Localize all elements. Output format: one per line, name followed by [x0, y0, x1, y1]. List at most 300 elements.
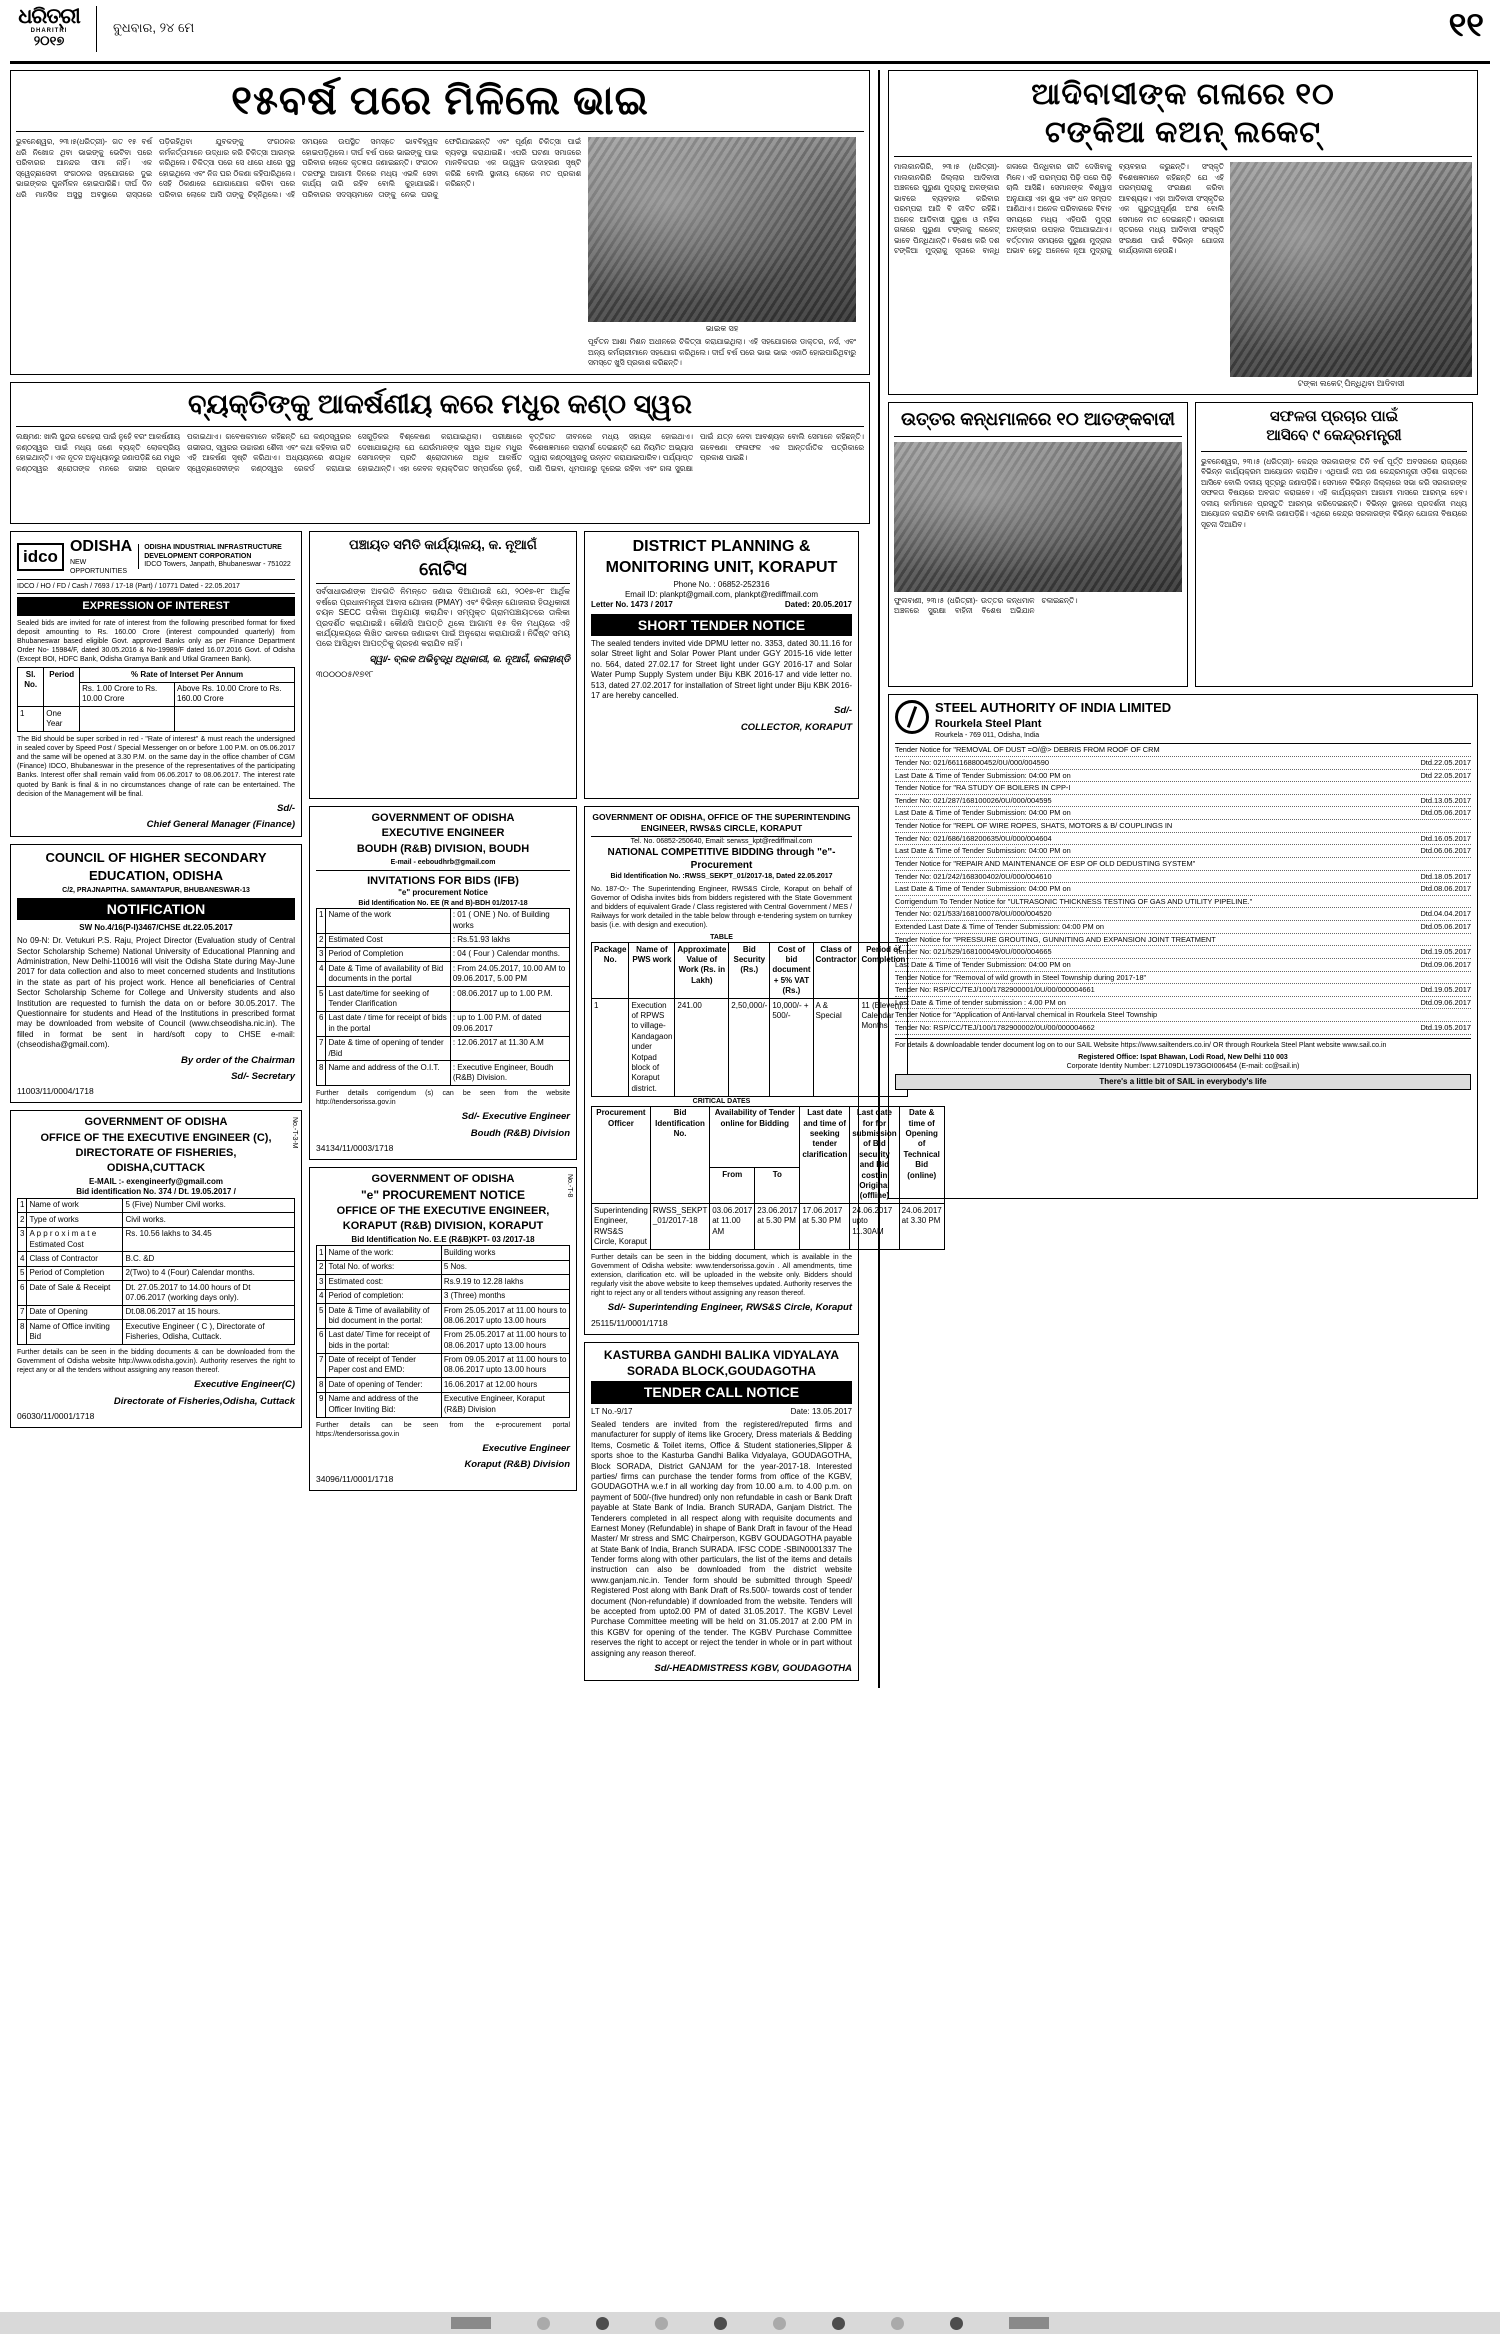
sail-footer-note: For details & downloadable tender document log on to our SAIL Website https://www.sailtenders.co.in/ OR through Rourkela Steel Plant website www.sail.co.in — [895, 1038, 1471, 1050]
boudh-r2-c3: : Rs.51.93 lakhs — [450, 933, 569, 947]
tender-text: Tender No: 021/242/168300402/0U/000/004610 — [895, 871, 1052, 881]
fisheries-title-3: DIRECTORATE OF FISHERIES, — [75, 1146, 237, 1159]
panchayat-sign: ସ୍ୱା/- ବ୍ଲକ ଅଭିବୃଦ୍ଧି ଅଧିକାରୀ, କ. ନୂଆଗଁ, କଳାହାଣ୍ଡି — [369, 653, 570, 665]
boudh-title-3: BOUDH (R&B) DIVISION, BOUDH — [356, 842, 530, 855]
tender-text: Tender Notice for "RA STUDY OF BOILERS IN CPP-I — [895, 783, 1071, 793]
tender-date: Dtd.22.05.2017 — [1420, 757, 1471, 767]
idco-banner: EXPRESSION OF INTEREST — [17, 597, 295, 615]
idco-sign-1: Sd/- — [277, 802, 295, 814]
krb-r7-c1: 7 — [317, 1353, 326, 1378]
fish-r8-c1: 8 — [18, 1320, 27, 1345]
fish-r7-c1: 7 — [18, 1305, 27, 1319]
koraput-rb-title-1: GOVERNMENT OF ODISHA — [371, 1173, 515, 1186]
tender-date: Dtd.06.06.2017 — [1420, 846, 1471, 856]
idco-td-blank-2 — [175, 707, 295, 732]
tender-line — [895, 1022, 1471, 1035]
reg-dot — [891, 2317, 904, 2330]
panchayat-title-2: ନୋଟିସ — [419, 558, 467, 579]
kgbv-body: Sealed tenders are invited from the registered/reputed firms and manufacturer for supply of items like Grocery, Dress materials & Bedding Items, Cosmetic & Toilet items, Office & Student stationeries,Slipper & sports shoe to the Kasturba Gandhi Balika Vidyalaya, GOUDAGOTHA, Block SORADA, District GANJAM for the year-2017-18. Interested parties/ firms can purchase the tender forms from office of the KGBV, GOUDAGOTHA w.e.f in all working day from 10.00 a.m. to 4.00 p.m. on payment of 500/-(five hundred) only non refundable in cash or Bank Draft payable at State Bank of India. Branch SURADA, Ganjam District. The Tenderers completed in all respect along with requisite documents and Earnest Money (Refundable) in shape of Bank Draft in favour of the Head Master/ Mr stress and SMC Chairperson, KGBV GOUDAGOTHA payable at State Bank of India, Branch SURADA. IFSC CODE -SBIN0001337 The Tender forms along with other particulars, the list of the items and details instruction can also be downloaded from the district website www.ganjam.nic.in. Tender form should be submitted through Speed/ Registered Post along with Bank Draft of Rs.500/- towards cost of tender document (Non-refundable) if downloaded from the website. Tenders will be accepted from upto2.00 PM of dated 31.05.2017. The KGBV Level Purchase Committee meeting will be held on 31.05.2017 at 2.00 PM in this KGBV for opening of the tender. The KGBV Purchase Committee reserves the right to accept or reject the tender in whole or in part without assigning any reason thereof. — [591, 1420, 852, 1658]
sail-registered-office: Registered Office: Ispat Bhawan, Lodi Road, New Delhi 110 003 — [1078, 1053, 1288, 1061]
fish-r5-c3: 2(Two) to 4 (Four) Calendar months. — [123, 1266, 295, 1280]
tender-line — [895, 845, 1471, 858]
reg-dot — [655, 2317, 668, 2330]
rwss-th-3: Bid Security (Rs.) — [729, 943, 770, 999]
panchayat-ref-no: ୩୦୦୦୦୫/୧୭୧୮ — [316, 669, 374, 680]
boudh-table — [316, 908, 570, 1086]
fisheries-sign-1: Executive Engineer(C) — [194, 1379, 295, 1391]
koraput-rb-sign-1: Executive Engineer — [482, 1442, 570, 1454]
tender-line — [895, 921, 1471, 934]
koraput-rb-ad — [309, 1167, 577, 1491]
tribal-photo-caption: ଟଙ୍କା ଲକେଟ୍ ପିନ୍ଧିଥିବା ଆଦିବାସୀ — [1297, 379, 1405, 388]
koraput-rb-sign-2: Koraput (R&B) Division — [464, 1459, 570, 1471]
krb-r5-c1: 5 — [317, 1304, 326, 1329]
fish-r3-c1: 3 — [18, 1227, 27, 1252]
krb-r3-c1: 3 — [317, 1275, 326, 1289]
boudh-r6-c3: : up to 1.00 P.M. of dated 09.06.2017 — [450, 1011, 569, 1036]
rwss-ch-from: From — [710, 1168, 755, 1204]
idco-mark: idco — [17, 543, 64, 571]
tender-line — [895, 934, 1471, 947]
chse-title-2: EDUCATION, ODISHA — [88, 868, 224, 884]
krb-r9-c3: Executive Engineer, Koraput (R&B) Division — [441, 1392, 569, 1417]
sambalpur-body: ଭୁବନେଶ୍ୱର, ୨୩।୫ (ଧରିତ୍ରୀ)- କେନ୍ଦ୍ର ସରକାରଙ୍କ ତିନି ବର୍ଷ ପୂର୍ତ୍ତି ଅବସରରେ ରାଜ୍ୟରେ ବିଭିନ୍ନ କାର୍ଯ୍ୟକ୍ରମ ଆୟୋଜନ କରାଯିବ। ଏଥିପାଇଁ ନଅ ଜଣ କେନ୍ଦ୍ରମନ୍ତ୍ରୀ ଓଡ଼ିଶା ଗସ୍ତରେ ଆସିବେ ବୋଲି ଦଳୀୟ ସୂତ୍ରରୁ ଜଣାପଡ଼ିଛି। ସେମାନେ ବିଭିନ୍ନ ଜିଲ୍ଲାରେ ସଭା କରି ସରକାରଙ୍କ ସଫଳତା ବିଷୟରେ ଅବଗତ କରାଇବେ। ଏହି କାର୍ଯ୍ୟକ୍ରମ ଆଗାମୀ ମାସରେ ଆରମ୍ଭ ହେବ। ଦଳୀୟ କର୍ମୀମାନେ ପ୍ରସ୍ତୁତି ଆରମ୍ଭ କରିଦେଇଛନ୍ତି। ବିଭିନ୍ନ ସ୍ଥାନରେ ପ୍ରଦର୍ଶନୀ ମଧ୍ୟ ଆୟୋଜନ କରାଯିବ ବୋଲି ଜଣାପଡ଼ିଛି। ଏଥିରେ କେନ୍ଦ୍ର ସରକାରଙ୍କ ବିଭିନ୍ନ ଯୋଜନା ବିଷୟରେ ସୂଚନା ଦିଆଯିବ। — [1201, 456, 1467, 529]
idco-td-period: One Year — [44, 707, 80, 732]
tender-line — [895, 833, 1471, 846]
koraput-rb-side-no: No.-T-8 — [566, 1174, 573, 1198]
lead-headline: ୧୫ବର୍ଷ ପରେ ମିଳିଲେ ଭାଇ — [231, 79, 649, 123]
idco-org: ODISHA — [69, 538, 133, 556]
boudh-r8-c3: : Executive Engineer, Boudh (R&B) Division. — [450, 1061, 569, 1086]
panchayat-notice-ad — [309, 531, 577, 799]
krb-r6-c2: Last date/ Time for receipt of bids in the portal: — [326, 1328, 441, 1353]
tender-text: Tender No: RSP/CC/TEJ/100/1782900002/0U/00/000004662 — [895, 1023, 1095, 1033]
boudh-r5-c2: Last date/time for seeking of Tender Clarification — [326, 987, 450, 1012]
boudh-r8-c1: 8 — [317, 1061, 326, 1086]
sail-title-2: Rourkela Steel Plant — [935, 717, 1042, 730]
rwss-critical-caption: CRITICAL DATES — [692, 1097, 751, 1105]
dpmu-letter-no: Letter No. 1473 / 2017 — [591, 600, 673, 610]
tender-text: Tender Notice for "REPAIR AND MAINTENANCE OF ESP OF OLD DEDUSTING SYSTEM" — [895, 858, 1196, 868]
tender-line — [895, 770, 1471, 783]
rwss-ch-0: Procurement Officer — [592, 1106, 651, 1204]
tender-line — [895, 858, 1471, 871]
rwss-cr-6: 24.06.2017 at 3.30 PM — [899, 1204, 944, 1250]
chse-address: C/2, PRAJNAPITHA. SAMANTAPUR, BHUBANESWAR-13 — [62, 886, 250, 894]
tender-date: Dtd.08.06.2017 — [1420, 884, 1471, 894]
tender-text: Last Date & Time of tender submission : 4.00 PM on — [895, 997, 1066, 1007]
rwss-cr-0: Superintending Engineer, RWS&S Circle, Koraput — [592, 1204, 651, 1250]
dpmu-sign-2: COLLECTOR, KORAPUT — [740, 721, 852, 733]
krb-r2-c1: 2 — [317, 1260, 326, 1274]
sambalpur-story — [1195, 402, 1473, 687]
dpmu-title-1: DISTRICT PLANNING & — [632, 538, 811, 556]
boudh-title-2: EXECUTIVE ENGINEER — [381, 827, 505, 840]
boudh-r7-c2: Date & time of opening of tender /Bid — [326, 1036, 450, 1061]
panchayat-body: ସର୍ବସାଧାରଣଙ୍କ ଅବଗତି ନିମନ୍ତେ ଜଣାଇ ଦିଆଯାଉଛି ଯେ, ୨୦୧୭-୧୮ ଆର୍ଥିକ ବର୍ଷରେ ପ୍ରଧାନମନ୍ତ୍ରୀ ଆବାସ ଯୋଜନା (PMAY) ଏବଂ ବିଭିନ୍ନ ଯୋଜନାର ହିତାଧିକାରୀ ଚୟନ SECC ତାଲିକା ଅନୁଯାୟୀ କରାଯିବ। ସମ୍ପୃକ୍ତ ଗ୍ରାମପଞ୍ଚାୟତରେ ତାଲିକା ପ୍ରଦର୍ଶିତ କରାଯାଇଛି। କୌଣସି ଆପତ୍ତି ଥିଲେ ଆଗାମୀ ୧୫ ଦିନ ମଧ୍ୟରେ ଏହି କାର୍ଯ୍ୟାଳୟରେ ଲିଖିତ ଭାବରେ ଜଣାଇବା ପାଇଁ ଅନୁରୋଧ କରାଯାଉଛି। ନିର୍ଦ୍ଦିଷ୍ଟ ସମୟ ପରେ ଆସିଥିବା ଆପତ୍ତିକୁ ଗ୍ରହଣ କରାଯିବ ନାହିଁ। — [316, 587, 570, 649]
chse-sw-no: SW No.4/16(P-I)3467/CHSE dt.22.05.2017 — [79, 922, 233, 932]
fish-r1-c2: Name of work — [27, 1198, 123, 1212]
tender-line — [895, 883, 1471, 896]
tender-text: Last Date & Time of Tender Submission: 04:00 PM on — [895, 808, 1071, 818]
boudh-r7-c3: : 12.06.2017 at 11.30 A.M — [450, 1036, 569, 1061]
rwss-td-2: 241.00 — [675, 999, 729, 1097]
fish-r7-c3: Dt.08.06.2017 at 15 hours. — [123, 1305, 295, 1319]
krb-r5-c2: Date & Time of availability of bid document in the portal: — [326, 1304, 441, 1329]
fish-r7-c2: Date of Opening — [27, 1305, 123, 1319]
krb-r8-c1: 8 — [317, 1378, 326, 1392]
reg-bar — [1009, 2317, 1049, 2329]
fish-r4-c2: Class of Contractor — [27, 1252, 123, 1266]
sambalpur-headline-2: ଆସିବେ ୯ କେନ୍ଦ୍ରମନ୍ତ୍ରୀ — [1266, 426, 1402, 444]
krb-r1-c1: 1 — [317, 1246, 326, 1260]
tribal-headline-1: ଆଦିବାସୀଙ୍କ ଗଳାରେ ୧୦ — [1031, 78, 1335, 111]
tender-line — [895, 984, 1471, 997]
boudh-ref-no: 34134/11/0003/1718 — [316, 1143, 394, 1154]
rwss-cr-2: 03.06.2017 at 11.00 AM — [710, 1204, 755, 1250]
sail-logo-icon — [895, 700, 929, 734]
chse-sign-2: Sd/- Secretary — [231, 1070, 295, 1082]
registration-marks — [0, 2312, 1500, 2334]
dpmu-body: The sealed tenders invited vide DPMU letter no. 3353, dated 30.11.16 for solar Street light and Solar Power Plant under GGY 2015-16 vide letter no. 564, dated 27.02.17 for Street light under GGY 2016-17 and Solar Water Pump Supply System under Biju KBK 2016-17 and vide letter no. 513, dated 27.02.2017 for installation of Street light under Biju KBK 2016-17 are hereby cancelled. — [591, 639, 852, 700]
kgbv-lt-no: LT No.-9/17 — [591, 1406, 633, 1416]
sambalpur-headline-1: ସଫଳତା ପ୍ରଚାର ପାଇଁ — [1269, 408, 1399, 425]
fish-r3-c2: A p p r o x i m a t e Estimated Cost — [27, 1227, 123, 1252]
masthead — [10, 6, 1490, 64]
rwss-note: Further details can be seen in the bidding document, which is available in the Government of Odisha website: www.tendersorissa.gov.in . All amendments, time extension, clarification etc. will be uploaded in the website only. Bidders should regularly visit the above website to keep themselves updated. Authority reserves the right to reject any or all tenders without assigning any reason thereof. — [591, 1253, 852, 1298]
fish-r8-c2: Name of Office inviting Bid — [27, 1320, 123, 1345]
tender-date: Dtd.16.05.2017 — [1420, 833, 1471, 843]
krb-r9-c1: 9 — [317, 1392, 326, 1417]
rwss-ch-to: To — [755, 1168, 800, 1204]
boudh-r5-c1: 5 — [317, 987, 326, 1012]
fish-r2-c1: 2 — [18, 1213, 27, 1227]
krb-r1-c2: Name of the work: — [326, 1246, 441, 1260]
fish-r8-c3: Executive Engineer ( C ), Directorate of Fisheries, Odisha, Cuttack. — [123, 1320, 295, 1345]
fish-r6-c3: Dt. 27.05.2017 to 14.00 hours of Dt 07.06.2017 (working days only). — [123, 1281, 295, 1306]
right-column — [878, 70, 1478, 1688]
tribal-photo — [1230, 162, 1472, 377]
krb-r7-c2: Date of receipt of Tender Paper cost and EMD: — [326, 1353, 441, 1378]
tender-date: Dtd.09.06.2017 — [1420, 997, 1471, 1007]
krb-r9-c2: Name and address of the Officer Inviting Bid: — [326, 1392, 441, 1417]
rwss-contact: Tel. No. 06852-250640, Email: serwss_kpt@rediffmail.com — [630, 838, 813, 846]
fish-r1-c3: 5 (Five) Number Civil works. — [123, 1198, 295, 1212]
boudh-r4-c1: 4 — [317, 962, 326, 987]
tender-line — [895, 1009, 1471, 1022]
dpmu-banner: SHORT TENDER NOTICE — [591, 614, 852, 636]
voice-body: ଲକ୍ଷ୍ମଣ: ଖାଲି ସୁନ୍ଦର ଚେହେରା ପାଇଁ ନୁହେଁ ବରଂ ଆକର୍ଷଣୀୟ କଣ୍ଠସ୍ୱର ପାଇଁ ମଧ୍ୟ ଜଣେ ବ୍ୟକ୍ତି ଲୋକପ୍ରିୟ ହୋଇଥାନ୍ତି। ଏକ ନୂତନ ଅନୁଧ୍ୟାନରୁ ଜଣାପଡ଼ିଛି ଯେ ମଧୁର କଣ୍ଠସ୍ୱର ଶ୍ରୋତାଙ୍କ ମନରେ ଗଭୀର ପ୍ରଭାବ ପକାଇଥାଏ। ଗବେଷକମାନେ କହିଛନ୍ତି ଯେ କଣ୍ଠସ୍ୱରର ଗଭୀରତା, ସ୍ୱରର ଉଚ୍ଚାରଣ ଶୈଳୀ ଏବଂ କଥା କହିବାର ଗତି ଏହି ଆକର୍ଷଣ ସୃଷ୍ଟି କରିଥାଏ। ଅଧ୍ୟୟନରେ ଶତାଧିକ ସ୍ୱେଚ୍ଛାସେବୀଙ୍କ କଣ୍ଠସ୍ୱର ରେକର୍ଡ କରାଯାଇ ସେଗୁଡ଼ିକର ବିଶ୍ଳେଷଣ କରାଯାଇଥିଲା। ପରୀକ୍ଷାରେ ଦେଖାଯାଇଥିଲା ଯେ ଯେଉଁମାନଙ୍କ ସ୍ୱର ଅଧିକ ମଧୁର ସେମାନଙ୍କ ପ୍ରତି ଶ୍ରୋତାମାନେ ଅଧିକ ଆକର୍ଷିତ ହୋଇଥାନ୍ତି। ଏହା କେବଳ ବ୍ୟକ୍ତିଗତ ସମ୍ପର୍କରେ ନୁହେଁ, ବୃତ୍ତିଗତ ଜୀବନରେ ମଧ୍ୟ ସହାୟକ ହୋଇଥାଏ। ବିଶେଷଜ୍ଞମାନେ ପରାମର୍ଶ ଦେଇଛନ୍ତି ଯେ ନିୟମିତ ଅଭ୍ୟାସ ଦ୍ୱାରା କଣ୍ଠସ୍ୱରକୁ ଉନ୍ନତ କରାଯାଇପାରିବ। ପର୍ଯ୍ୟାପ୍ତ ପାଣି ପିଇବା, ଧୂମପାନରୁ ଦୂରେଇ ରହିବା ଏବଂ ଗଳା ସୁରକ୍ଷା ପାଇଁ ଯତ୍ନ ନେବା ଆବଶ୍ୟକ ବୋଲି ସେମାନେ କହିଛନ୍ତି। ଗବେଷଣା ଫଳାଫଳ ଏକ ଆନ୍ତର୍ଜାତିକ ପତ୍ରିକାରେ ପ୍ରକାଶ ପାଇଛି। — [16, 432, 864, 473]
fisheries-title-1: GOVERNMENT OF ODISHA — [84, 1116, 228, 1129]
tender-text: Tender No: RSP/CC/TEJ/100/1782900001/0U/00/000004661 — [895, 985, 1095, 995]
reg-dot — [950, 2317, 963, 2330]
idco-rate-table — [17, 667, 295, 732]
fish-r2-c2: Type of works — [27, 1213, 123, 1227]
fisheries-title-4: ODISHA,CUTTACK — [106, 1161, 206, 1174]
rwss-th-6: Period of Completion — [859, 943, 908, 999]
idco-td-range-2: Above Rs. 10.00 Crore to Rs. 160.00 Crore — [175, 682, 295, 707]
tender-date: Dtd.05.06.2017 — [1420, 808, 1471, 818]
rwss-ch-4: Last date for for submission of Bid security and Bid cost in Original (offline) — [850, 1106, 899, 1204]
fish-r4-c1: 4 — [18, 1252, 27, 1266]
tender-date: Dtd.09.06.2017 — [1420, 959, 1471, 969]
tender-text: Tender Notice for "Removal of wild growth in Steel Township during 2017-18" — [895, 972, 1147, 982]
chse-title-1: COUNCIL OF HIGHER SECONDARY — [45, 850, 267, 866]
idco-td-sl: 1 — [18, 707, 44, 732]
tender-date: Dtd.13.05.2017 — [1420, 795, 1471, 805]
chse-body: No 09-N: Dr. Vetukuri P.S. Raju, Project Director (Evaluation study of Central Sector Scholarship Scheme) National University of Educational Planning and Administration, New Delhi-110016 will visit the Odisha State during May-June 2017 for data collection and also to meet concerned students and Institutions in the state as part of his project work. Hence all beneficiaries of Central Sector Scholarship Scheme for College and University students and also Institution are requested to furnish the data on or before 30.05.2017. The Questionnaire for students and Head of the Institutions in prescribed format may be downloaded from website of Council (www.chseodisha.nic.in). The filled in format be sent in hard/soft copy to CHSE e-mail: (chseodisha@gmail.com). — [17, 936, 295, 1050]
idco-td-range-1: Rs. 1.00 Crore to Rs. 10.00 Crore — [80, 682, 175, 707]
boudh-r1-c3: : 01 ( ONE ) No. of Building works — [450, 908, 569, 933]
lead-photo-caption: ଭାଇକ ସହ — [705, 324, 739, 333]
dpmu-email: Email ID: plankpt@gmail.com, plankpt@rediffmail.com — [624, 590, 819, 600]
idco-sign-2: Chief General Manager (Finance) — [146, 819, 295, 831]
naxal-photo — [894, 442, 1182, 592]
rwss-ch-1: Bid Identification No. — [650, 1106, 709, 1204]
boudh-r4-c3: : From 24.05.2017, 10.00 AM to 09.06.2017, 5.00 PM — [450, 962, 569, 987]
fisheries-table — [17, 1198, 295, 1345]
kgbv-sign: Sd/-HEADMISTRESS KGBV, GOUDAGOTHA — [654, 1662, 852, 1674]
tender-line — [895, 896, 1471, 909]
idco-td-blank-1 — [80, 707, 175, 732]
rwss-th-2: Approximate Value of Work (Rs. in Lakh) — [675, 943, 729, 999]
rwss-ncb-ad — [584, 806, 942, 1334]
krb-r2-c2: Total No. of works: — [326, 1260, 441, 1274]
boudh-r3-c2: Period of Completion — [326, 947, 450, 961]
tender-line — [895, 744, 1471, 757]
krb-r6-c1: 6 — [317, 1328, 326, 1353]
boudh-banner: INVITATIONS FOR BIDS (IFB) — [367, 874, 519, 887]
tender-line — [895, 972, 1471, 985]
idco-address: IDCO Towers, Janpath, Bhubaneswar - 751022 — [144, 560, 291, 568]
boudh-r2-c1: 2 — [317, 933, 326, 947]
rwss-cr-4: 17.06.2017 at 5.30 PM — [800, 1204, 850, 1250]
tender-text: Extended Last Date & Time of Tender Submission: 04:00 PM on — [895, 922, 1104, 932]
page-number: ୧୧ — [1448, 6, 1484, 44]
rwss-th-1: Name of PWS work — [629, 943, 675, 999]
rwss-table — [591, 942, 908, 1096]
dpmu-koraput-ad — [584, 531, 859, 799]
boudh-r5-c3: : 08.06.2017 up to 1.00 P.M. — [450, 987, 569, 1012]
lead-photo — [588, 137, 856, 322]
idco-th-rate: % Rate of Interset Per Annum — [80, 668, 295, 682]
dpmu-sign-1: Sd/- — [834, 705, 852, 717]
tender-date: Dtd 22.05.2017 — [1420, 770, 1471, 780]
reg-dot — [773, 2317, 786, 2330]
reg-dot — [714, 2317, 727, 2330]
tender-text: Tender No: 021/287/168100026/0U/000/004595 — [895, 795, 1052, 805]
rwss-ref-no: 25115/11/0001/1718 — [591, 1317, 668, 1328]
tender-date: Dtd.18.05.2017 — [1420, 871, 1471, 881]
rwss-para: No. 187-O:- The Superintending Engineer, RWS&S Circle, Koraput on behalf of Governor of Odisha invites bids from bidders registered with the State Government and bidders of equivalent Grade / Class registered with Central Government / MES / Railways for work detailed in the table below through e-tendering system on turnkey basis (i.e. with design and execution). — [591, 885, 852, 929]
tender-text: Tender Notice for "Application of Anti-larval chemical in Rourkela Steel Township — [895, 1010, 1158, 1020]
tender-line — [895, 757, 1471, 770]
koraput-rb-table — [316, 1245, 570, 1417]
rwss-th-5: Class of Contractor — [813, 943, 859, 999]
lead-body-2: ପୂର୍ବତନ ଆଶା ମିଶନ ଅଧୀନରେ ଚିକିତ୍ସା କରାଯାଇଥିଲା। ଏହି ସହଯୋଗରେ ଡାକ୍ତର, ନର୍ସ, ଏବଂ ଅନ୍ୟ କର୍ମଚାରୀମାନେ ସହଯୋଗ କରିଥିଲେ। ଦୀର୍ଘ ବର୍ଷ ପରେ ଭାଇ ଭାଇ ଏକାଠି ହୋଇପାରିଥିବାରୁ ସମସ୍ତେ ଖୁସି ପ୍ରକାଶ କରିଛନ୍ତି। — [588, 337, 856, 368]
tender-date: Dtd.04.04.2017 — [1420, 909, 1471, 919]
naxal-body: ଫୁଲବାଣୀ, ୨୩।୫ (ଧରିତ୍ରୀ)- ଉତ୍ତର କନ୍ଧମାଳ ଅଞ୍ଚଳରେ ସୁରକ୍ଷା ବାହିନୀ ବିଶେଷ ଅଭିଯାନ ଚଳାଇଛନ୍ତି। — [894, 595, 1078, 616]
chse-ref-no: 11003/11/0004/1718 — [17, 1086, 94, 1097]
left-column — [10, 70, 942, 1688]
tender-text: Tender No: 021/533/168100078/0U/000/004520 — [895, 909, 1052, 919]
boudh-ifb-ad — [309, 806, 577, 1160]
fisheries-note: Further details can be seen in the bidding documents & can be downloaded from the Government of Odisha website http://www.odisha.gov.in). Authority reserves the right to reject any or all the tenders without assigning any reason thereof. — [17, 1349, 295, 1375]
tender-date: Dtd.19.05.2017 — [1420, 947, 1471, 957]
fisheries-bid-id: Bid identification No. 374 / Dt. 19.05.2017 / — [76, 1187, 236, 1197]
koraput-rb-title-3: OFFICE OF THE EXECUTIVE ENGINEER, — [336, 1204, 550, 1217]
krb-r1-c3: Building works — [441, 1246, 569, 1260]
tender-date: Dtd.19.05.2017 — [1420, 1023, 1471, 1033]
boudh-r6-c1: 6 — [317, 1011, 326, 1036]
krb-r3-c3: Rs.9.19 to 12.28 lakhs — [441, 1275, 569, 1289]
chse-notification-ad — [10, 844, 302, 1103]
fisheries-sign-2: Directorate of Fisheries,Odisha, Cuttack — [113, 1395, 295, 1407]
idco-para-1: Sealed bids are invited for rate of interest from the following prescribed format for fixed deposit amounting to Rs. 160.00 Crore (interest compounded quarterly) from Bhubaneswar based eligible Govt. approved Banks only as per Finance Department Order No- 15984/F, dated 30.05.2016 & No-19989/F dated 16.07.2016 Govt. of Odisha (Except BOI, HDFC Bank, Odisha Gramya Bank and Utkal Grameen Bank). — [17, 619, 295, 664]
tender-text: Tender Notice for "REPL OF WIRE ROPES, SHATS, MOTORS & B/ COUPLINGS IN — [895, 821, 1173, 831]
krb-r4-c2: Period of completion: — [326, 1289, 441, 1303]
idco-logo-row — [17, 537, 295, 580]
reg-dot — [596, 2317, 609, 2330]
fish-r4-c3: B.C. &D — [123, 1252, 295, 1266]
lead-story — [10, 70, 870, 375]
fish-r5-c1: 5 — [18, 1266, 27, 1280]
logo-year: ୨୦୧୭ — [33, 33, 65, 49]
tender-date: Dtd.19.05.2017 — [1420, 985, 1471, 995]
boudh-note: Further details corrigendum (s) can be seen from the website http://tendersorissa.gov.in — [316, 1090, 570, 1107]
fisheries-ref-no: 06030/11/0001/1718 — [17, 1411, 95, 1422]
tender-text: Tender No: 021/686/168200635/0U/000/004604 — [895, 833, 1052, 843]
fish-r5-c2: Period of Completion — [27, 1266, 123, 1280]
krb-r4-c1: 4 — [317, 1289, 326, 1303]
tender-text: Last Date & Time of Tender Submission: 04:00 PM on — [895, 959, 1071, 969]
tender-line — [895, 782, 1471, 795]
boudh-r8-c2: Name and address of the O.I.T. — [326, 1061, 450, 1086]
koraput-rb-note: Further details can be seen from the e-procurement portal https://tendersorissa.gov.in — [316, 1421, 570, 1438]
boudh-sub: "e" procurement Notice — [398, 888, 488, 898]
rwss-td-1: Execution of RPWS to village-Kandagaon under Kotpad block of Koraput district. — [629, 999, 675, 1097]
tender-text: Tender Notice for "REMOVAL OF DUST =O/@> DEBRIS FROM ROOF OF CRM — [895, 745, 1160, 755]
kgbv-title-1: KASTURBA GANDHI BALIKA VIDYALAYA — [603, 1347, 840, 1362]
tender-line — [895, 908, 1471, 921]
dpmu-dated: Dated: 20.05.2017 — [784, 600, 852, 610]
tender-text: Tender No: 021/661168800452/0U/000/004590 — [895, 757, 1049, 767]
krb-r8-c2: Date of opening of Tender: — [326, 1378, 441, 1392]
tender-date: Dtd.05.06.2017 — [1420, 922, 1471, 932]
reg-dot — [537, 2317, 550, 2330]
logo-title: ଧରିତ୍ରୀ — [18, 5, 80, 28]
tender-line — [895, 820, 1471, 833]
boudh-r3-c3: : 04 ( Four ) Calendar months. — [450, 947, 569, 961]
chse-sign-1: By order of the Chairman — [180, 1054, 295, 1066]
sail-cin: Corporate Identity Number: L27109DL1973GOI006454 (E-mail: cc@sail.in) — [1066, 1062, 1300, 1070]
tender-text: Tender No: 021/529/168100049/0U/000/004665 — [895, 947, 1052, 957]
rwss-th-0: Package No. — [592, 943, 629, 999]
rwss-table-caption: TABLE — [710, 934, 733, 942]
boudh-sign-2: Boudh (R&B) Division — [470, 1127, 570, 1139]
kgbv-banner: TENDER CALL NOTICE — [591, 1381, 852, 1403]
lead-body: ଭୁବନେଶ୍ୱର, ୨୩।୫(ଧରିତ୍ରୀ)- ଗତ ୧୫ ବର୍ଷ ଧରି ନିଖୋଜ ଥିବା ଭାଇଙ୍କୁ ଭେଟିବା ପରେ ପରିବାରର ଆନନ୍ଦର ସୀମା ନାହିଁ। ଏକ ସ୍ୱେଚ୍ଛାସେବୀ ସଂଗଠନର ସହଯୋଗରେ ଦୁଇ ଭାଇଙ୍କର ପୁନର୍ମିଳନ ହୋଇପାରିଛି। ଦୀର୍ଘ ଦିନ ଧରି ମାନସିକ ଅସୁସ୍ଥ ଅବସ୍ଥାରେ ରାସ୍ତାରେ ପଡ଼ିରହିଥିବା ଯୁବକଙ୍କୁ ସଂଗଠନର କର୍ମକର୍ତ୍ତାମାନେ ଉଦ୍ଧାର କରି ଚିକିତ୍ସା ଆରମ୍ଭ କରିଥିଲେ। ଚିକିତ୍ସା ପରେ ସେ ଧୀରେ ଧୀରେ ସୁସ୍ଥ ହୋଇଥିଲେ ଏବଂ ନିଜ ଘର ଠିକଣା କହିପାରିଥିଲେ। ସେହି ଠିକଣାରେ ଯୋଗାଯୋଗ କରିବା ପରେ ପରିବାର ଲୋକେ ଆସି ତାଙ୍କୁ ଚିହ୍ନିଥିଲେ। ଏହି ସମୟରେ ଉପସ୍ଥିତ ସମସ୍ତେ ଭାବବିହ୍ୱଳ ହୋଇପଡ଼ିଥିଲେ। ଦୀର୍ଘ ବର୍ଷ ପରେ ଭାଇଙ୍କୁ ପାଇ ପରିବାର ଲୋକେ କୃତଜ୍ଞତା ଜଣାଇଛନ୍ତି। ସଂଗଠନ ତରଫରୁ ଆଗାମୀ ଦିନରେ ମଧ୍ୟ ଏଭଳି ସେବା କାର୍ଯ୍ୟ ଜାରି ରହିବ ବୋଲି କୁହାଯାଇଛି। ପରିବାରର ସଦସ୍ୟମାନେ ତାଙ୍କୁ ନେଇ ଘରକୁ ଫେରିଯାଇଛନ୍ତି ଏବଂ ପୂର୍ଣ୍ଣ ଚିକିତ୍ସା ପାଇଁ ବ୍ୟବସ୍ଥା କରାଯାଇଛି। ଏପରି ଘଟଣା ସମାଜରେ ମାନବିକତାର ଏକ ଉଜ୍ଜ୍ୱଳ ଉଦାହରଣ ସୃଷ୍ଟି କରିଛି ବୋଲି ସ୍ଥାନୀୟ ଲୋକେ ମତ ପ୍ରକାଶ କରିଛନ୍ତି। — [16, 137, 581, 199]
tender-text: Last Date & Time of Tender Submission: 04:00 PM on — [895, 884, 1071, 894]
krb-r4-c3: 3 (Three) months — [441, 1289, 569, 1303]
idco-th-sl: Sl. No. — [18, 668, 44, 707]
chse-banner: NOTIFICATION — [17, 898, 295, 920]
rwss-cr-1: RWSS_SEKPT _01/2017-18 — [650, 1204, 709, 1250]
koraput-rb-title-2: "e" PROCUREMENT NOTICE — [360, 1188, 526, 1203]
boudh-r2-c2: Estimated Cost — [326, 933, 450, 947]
fish-r6-c2: Date of Sale & Receipt — [27, 1281, 123, 1306]
fisheries-side-no: No.-T-3-M — [291, 1117, 298, 1149]
tribal-story — [888, 70, 1478, 395]
fish-r6-c1: 6 — [18, 1281, 27, 1306]
rwss-title: NATIONAL COMPETITIVE BIDDING through "e"-Procurement — [607, 847, 836, 872]
tender-line — [895, 807, 1471, 820]
idco-th-period: Period — [44, 668, 80, 707]
voice-story — [10, 382, 870, 525]
idco-ref-line: IDCO / HO / FD / Cash / 7693 / 17-18 (Part) / 10771 Dated - 22.05.2017 — [17, 580, 295, 594]
idco-para-2: The Bid should be super scribed in red - "Rate of interest" & must reach the undersigned in sealed cover by Speed Post / Special Messenger on or before 1.00 P.M. on 05.06.2017 and the same will be opened at 3.30 P.M. on the same day in the office chamber of CGM (Finance) IDCO, Bhubaneswar in the presence of the representatives of the participating Banks. Interest offer shall remain valid from 06.06.2017 to 08.06.2017. The interest rate quoted by Bank is final & in no circumstances change of rate can be entertained. The decision of the Management will be final. — [17, 736, 295, 798]
kgbv-title-2: SORADA BLOCK,GOUDAGOTHA — [627, 1364, 816, 1379]
sail-tender-ad — [888, 694, 1478, 1199]
tender-text: Last Date & Time of Tender Submission: 04:00 PM on — [895, 846, 1071, 856]
reg-dot — [832, 2317, 845, 2330]
fisheries-email: E-MAIL :- exengineerfy@gmail.com — [89, 1177, 223, 1187]
tender-line — [895, 795, 1471, 808]
dpmu-phone: Phone No. : 06852-252316 — [673, 579, 770, 589]
rwss-ch-3: Last date and time of seeking tender clarification — [800, 1106, 850, 1204]
krb-r7-c3: From 09.05.2017 at 11.00 hours to 08.06.2017 upto 13.00 hours — [441, 1353, 569, 1378]
tribal-body: ମାଲକାନଗିରି, ୨୩।୫ (ଧରିତ୍ରୀ)- ମାଲକାନଗିରି ଜିଲ୍ଲାର ଆଦିବାସୀ ଅଞ୍ଚଳରେ ପୁରୁଣା ମୁଦ୍ରାକୁ ଅଳଙ୍କାର ଭାବରେ ବ୍ୟବହାର କରିବାର ପରମ୍ପରା ଆଜି ବି ଜୀବିତ ରହିଛି। ଅନେକ ଆଦିବାସୀ ପୁରୁଷ ଓ ମହିଳା ଗଳାରେ ପୁରୁଣା ଟଙ୍କାକୁ ଲକେଟ୍ ଭାବେ ପିନ୍ଧିଥାନ୍ତି। ବିଶେଷ କରି ଦଶ ଟଙ୍କିଆ ମୁଦ୍ରାକୁ ସୂତାରେ ବାନ୍ଧି ଗଳାରେ ପିନ୍ଧିବାର ରୀତି ଦେଖିବାକୁ ମିଳେ। ଏହି ପରମ୍ପରା ପିଢ଼ି ପରେ ପିଢ଼ି ଚାଲି ଆସିଛି। ସେମାନଙ୍କ ବିଶ୍ୱାସ ଅନୁଯାୟୀ ଏହା ଶୁଭ ଏବଂ ଧନ ସମ୍ପଦ ଆଣିଥାଏ। ଅନେକ ପରିବାରରେ ବିବାହ ସମୟରେ ମଧ୍ୟ ଏହିପରି ମୁଦ୍ରା ଅଳଙ୍କାର ଉପହାର ଦିଆଯାଇଥାଏ। ବର୍ତ୍ତମାନ ସମୟରେ ପୁରୁଣା ମୁଦ୍ରାର ଅଭାବ ହେତୁ ଅନେକେ ନୂଆ ମୁଦ୍ରାକୁ ବ୍ୟବହାର କରୁଛନ୍ତି। ସଂସ୍କୃତି ବିଶେଷଜ୍ଞମାନେ କହିଛନ୍ତି ଯେ ଏହି ପରମ୍ପରାକୁ ସଂରକ୍ଷଣ କରିବା ଆବଶ୍ୟକ। ଏହା ଆଦିବାସୀ ସଂସ୍କୃତିର ଏକ ଗୁରୁତ୍ୱପୂର୍ଣ୍ଣ ଅଂଶ ବୋଲି ସେମାନେ ମତ ଦେଇଛନ୍ତି। ସରକାରୀ ସ୍ତରରେ ମଧ୍ୟ ଆଦିବାସୀ ସଂସ୍କୃତି ସଂରକ୍ଷଣ ପାଇଁ ବିଭିନ୍ନ ଯୋଜନା କାର୍ଯ୍ୟକାରୀ ହେଉଛି। — [894, 162, 1224, 256]
koraput-rb-bid-id: Bid Identification No. E.E (R&B)KPT- 03 /2017-18 — [351, 1235, 535, 1245]
krb-r8-c3: 16.06.2017 at 12.00 hours — [441, 1378, 569, 1392]
sail-title-1: STEEL AUTHORITY OF INDIA LIMITED — [935, 700, 1172, 715]
rwss-cr-5: 24.06.2017 upto 11.30AM — [850, 1204, 899, 1250]
krb-r2-c3: 5 Nos. — [441, 1260, 569, 1274]
fisheries-title-2: OFFICE OF THE EXECUTIVE ENGINEER (C), — [40, 1131, 272, 1144]
kgbv-tender-ad — [584, 1342, 859, 1682]
boudh-r1-c2: Name of the work — [326, 908, 450, 933]
rwss-td-0: 1 — [592, 999, 629, 1097]
sail-header — [895, 700, 1471, 744]
naxal-headline: ଉତ୍ତର କନ୍ଧମାଳରେ ୧୦ ଆତଙ୍କବାଦୀ — [901, 409, 1175, 429]
tender-line — [895, 871, 1471, 884]
boudh-bid-id: Bid Identification No. EE (R and B)-BDH 01/2017-18 — [358, 899, 528, 907]
logo-romanized: DHARITRI — [30, 28, 68, 35]
rwss-bid-id: Bid Identification No. :RWSS_SEKPT_01/2017-18, Dated 22.05.2017 — [610, 873, 833, 881]
kgbv-date: Date: 13.05.2017 — [790, 1406, 852, 1416]
boudh-r4-c2: Date & Time of availability of Bid documents in the portal — [326, 962, 450, 987]
boudh-title-1: GOVERNMENT OF ODISHA — [371, 812, 515, 825]
panchayat-title-1: ପଞ୍ଚାୟତ ସମିତି କାର୍ଯ୍ୟାଳୟ, କ. ନୂଆଗଁ — [349, 537, 537, 553]
krb-r5-c3: From 25.05.2017 at 11.00 hours to 08.06.2017 upto 13.00 hours — [441, 1304, 569, 1329]
fish-r2-c3: Civil works. — [123, 1213, 295, 1227]
rwss-header: GOVERNMENT OF ODISHA, OFFICE OF THE SUPERINTENDING ENGINEER, RWS&S CIRCLE, KORAPUT — [591, 812, 852, 837]
rwss-td-5: A & Special — [813, 999, 859, 1097]
tender-line — [895, 959, 1471, 972]
reg-bar — [451, 2317, 491, 2329]
boudh-r6-c2: Last date / time for receipt of bids in the portal — [326, 1011, 450, 1036]
fish-r1-c1: 1 — [18, 1198, 27, 1212]
rwss-sign: Sd/- Superintending Engineer, RWS&S Circle, Koraput — [607, 1302, 852, 1314]
rwss-td-3: 2,50,000/- — [729, 999, 770, 1097]
naxal-story — [888, 402, 1188, 687]
rwss-td-4: 10,000/- + 500/- — [770, 999, 813, 1097]
rwss-ch-2: Availability of Tender online for Bidding — [710, 1106, 800, 1168]
fisheries-ad — [10, 1110, 302, 1428]
newspaper-logo — [10, 6, 88, 48]
dpmu-title-2: MONITORING UNIT, KORAPUT — [605, 559, 838, 577]
tender-text: Corrigendum To Tender Notice for "ULTRASONIC THICKNESS TESTING OF GAS AND UTILITY PIPELINE." — [895, 896, 1253, 906]
